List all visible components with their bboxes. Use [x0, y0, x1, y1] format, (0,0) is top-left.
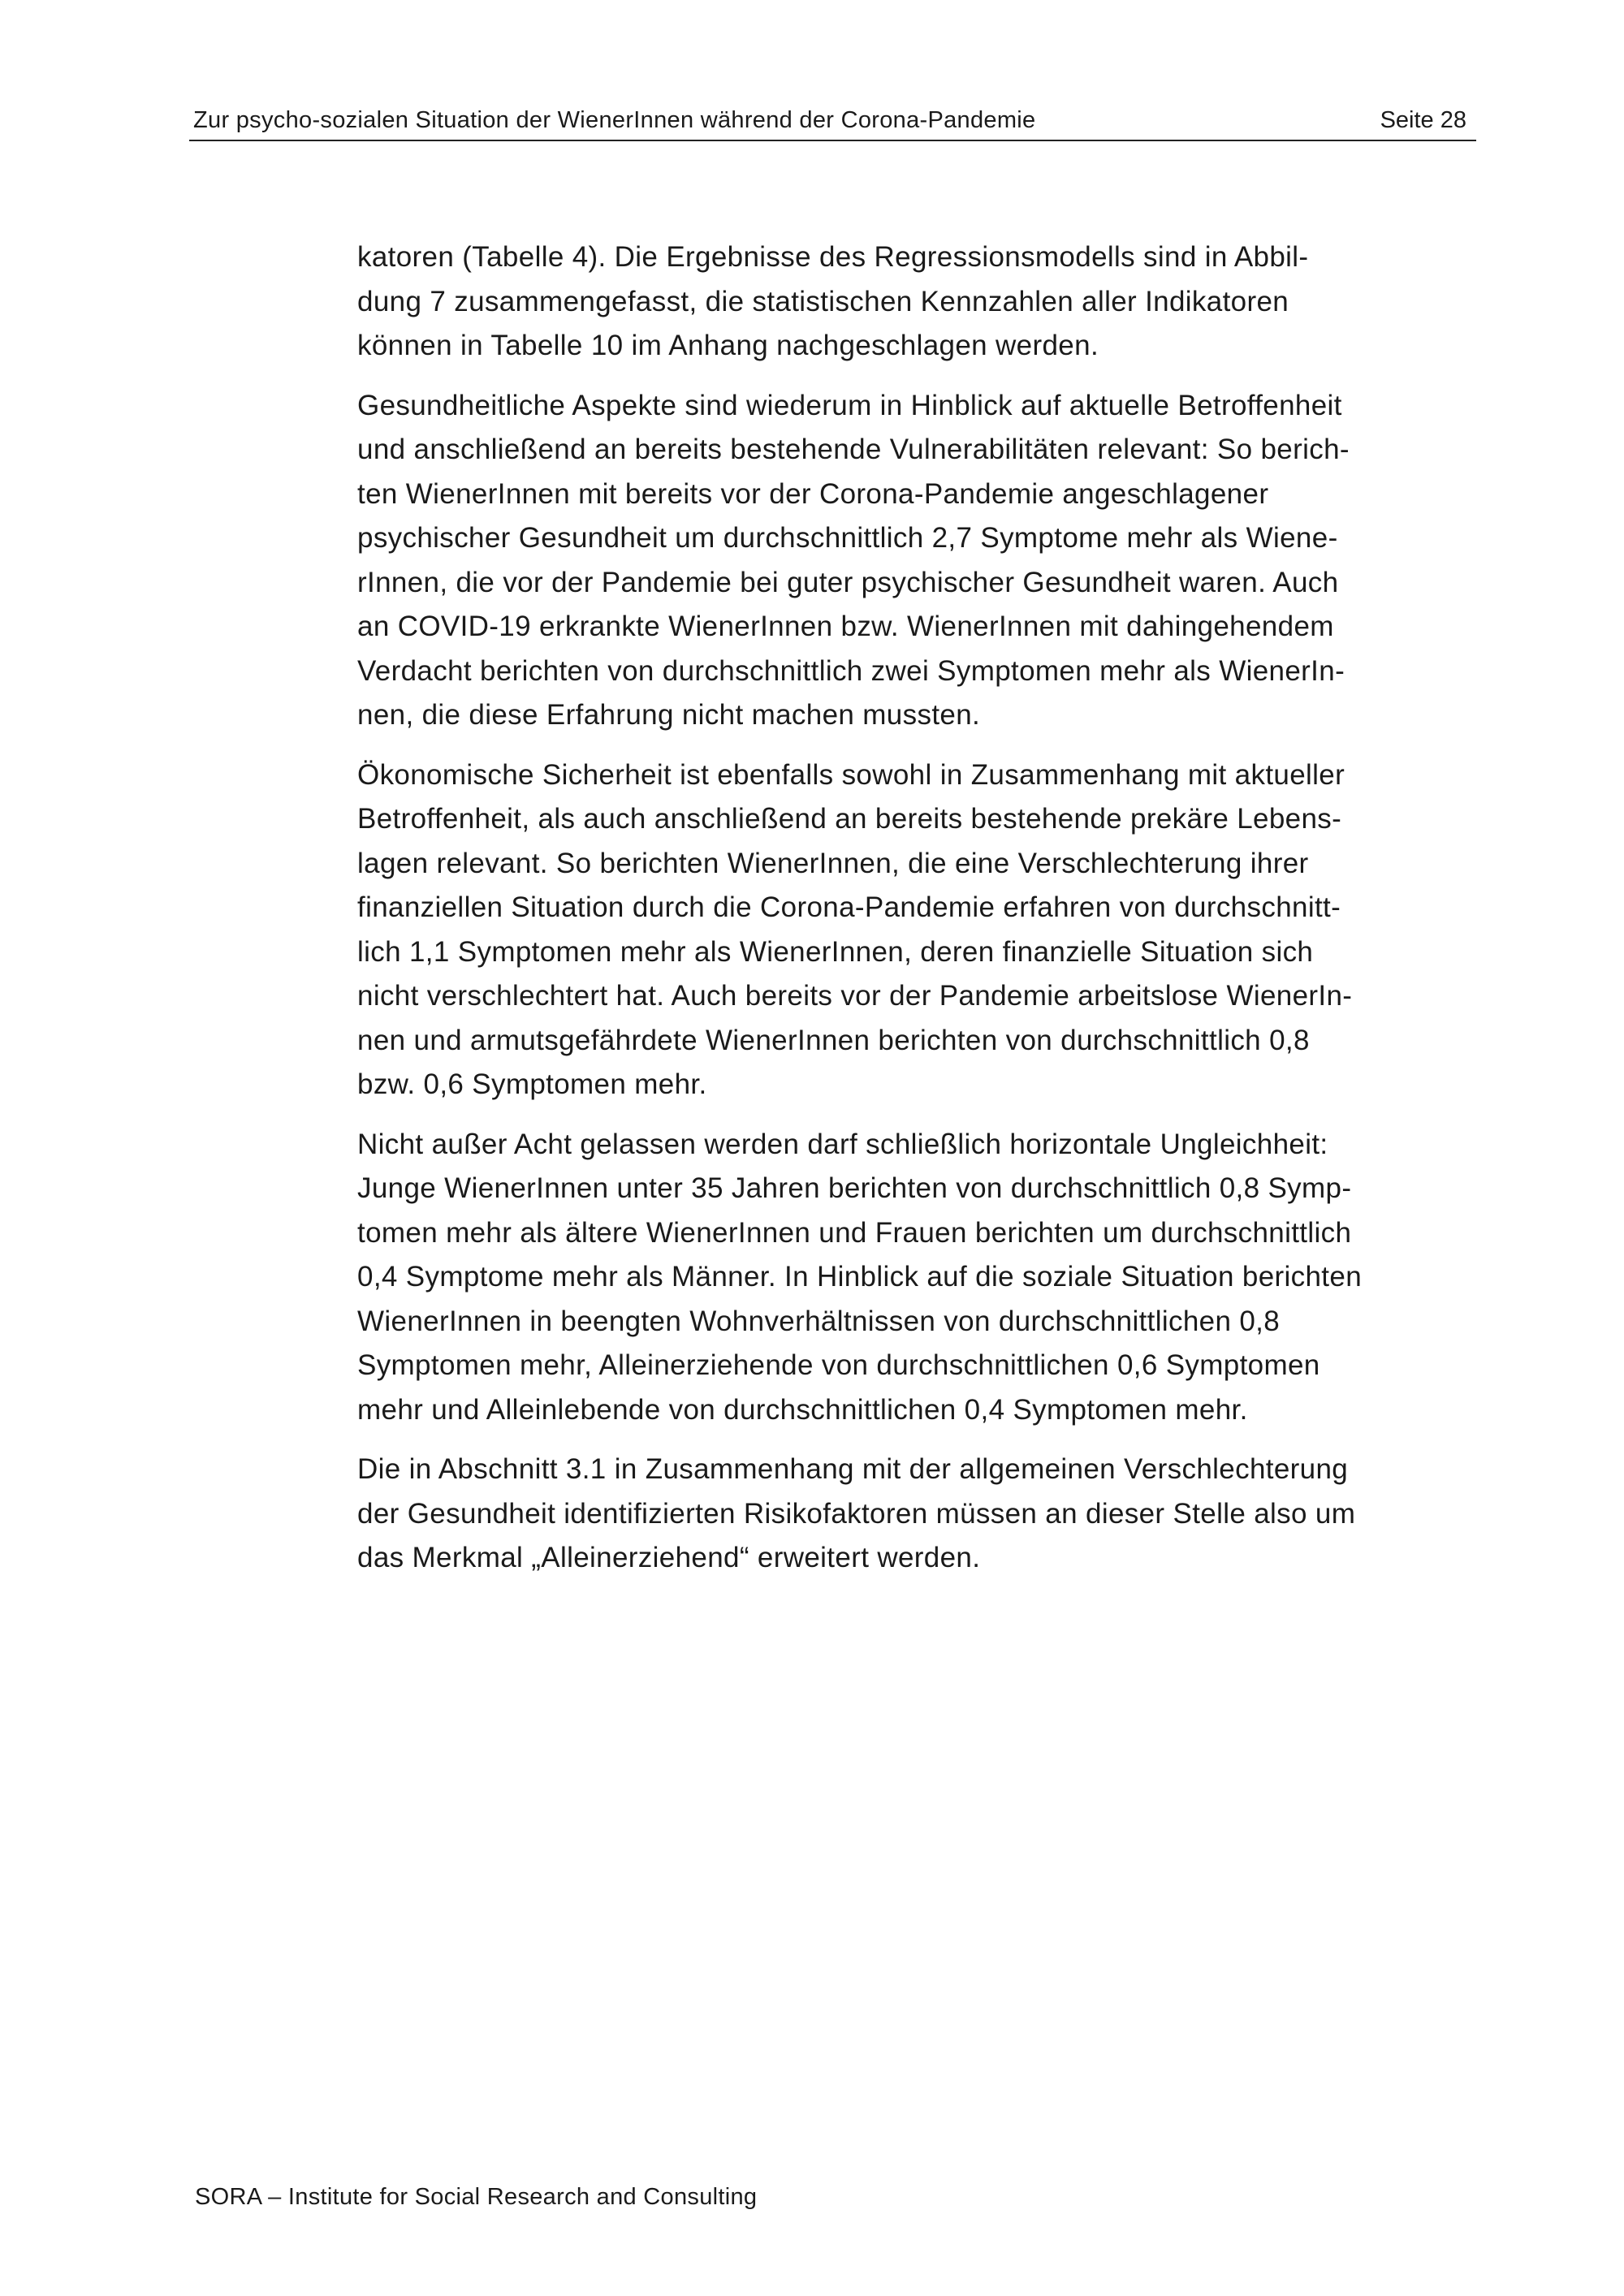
text-line: katoren (Tabelle 4). Die Ergebnisse des Regressionsmodells sind in Abbil-: [357, 241, 1309, 273]
text-line: lagen relevant. So berichten WienerInnen, die eine Verschlechterung ihrer: [357, 847, 1309, 879]
page-number: Seite 28: [1380, 107, 1466, 133]
text-line: Gesundheitliche Aspekte sind wiederum in Hinblick auf aktuelle Betroffenheit: [357, 389, 1342, 421]
text-line: Verdacht berichten von durchschnittlich zwei Symptomen mehr als WienerIn-: [357, 654, 1345, 687]
text-line: der Gesundheit identifizierten Risikofaktoren müssen an dieser Stelle also um: [357, 1497, 1356, 1530]
text-line: dung 7 zusammengefasst, die statistischen Kennzahlen aller Indikatoren: [357, 285, 1289, 317]
text-line: mehr und Alleinlebende von durchschnittlichen 0,4 Symptomen mehr.: [357, 1393, 1248, 1426]
text-line: Nicht außer Acht gelassen werden darf schließlich horizontale Ungleichheit:: [357, 1128, 1328, 1160]
text-line: Die in Abschnitt 3.1 in Zusammenhang mit der allgemeinen Verschlechterung: [357, 1453, 1349, 1485]
text-line: nicht verschlechtert hat. Auch bereits vor der Pandemie arbeitslose WienerIn-: [357, 980, 1353, 1012]
text-line: 0,4 Symptome mehr als Männer. In Hinblick auf die soziale Situation berichten: [357, 1261, 1363, 1293]
text-line: WienerInnen in beengten Wohnverhältnissen von durchschnittlichen 0,8: [357, 1305, 1281, 1337]
text-line: Betroffenheit, als auch anschließend an bereits bestehende prekäre Lebens-: [357, 803, 1342, 835]
main-text: [357, 235, 1478, 1596]
page-footer: SORA – Institute for Social Research and Consulting: [195, 2184, 758, 2210]
text-line: und anschließend an bereits bestehende Vulnerabilitäten relevant: So berich-: [357, 434, 1350, 465]
text-line: Symptomen mehr, Alleinerziehende von durchschnittlichen 0,6 Symptomen: [357, 1349, 1320, 1381]
text-line: finanziellen Situation durch die Corona-Pandemie erfahren von durchschnitt-: [357, 891, 1341, 923]
body-paragraph: [357, 753, 1478, 1107]
text-line: Junge WienerInnen unter 35 Jahren berichten von durchschnittlich 0,8 Symp-: [357, 1172, 1352, 1204]
text-line: rInnen, die vor der Pandemie bei guter psychischer Gesundheit waren. Auch: [357, 566, 1339, 598]
text-line: tomen mehr als ältere WienerInnen und Frauen berichten um durchschnittlich: [357, 1216, 1352, 1249]
text-line: nen, die diese Erfahrung nicht machen mussten.: [357, 699, 981, 731]
text-line: lich 1,1 Symptomen mehr als WienerInnen, deren finanzielle Situation sich: [357, 935, 1314, 968]
text-line: an COVID-19 erkrankte WienerInnen bzw. WienerInnen mit dahingehendem: [357, 611, 1334, 642]
body-paragraph: [357, 384, 1478, 738]
text-line: bzw. 0,6 Symptomen mehr.: [357, 1068, 707, 1100]
body-paragraph: [357, 1123, 1478, 1433]
text-line: das Merkmal „Alleinerziehend“ erweitert werden.: [357, 1542, 981, 1573]
body-paragraph: [357, 235, 1478, 369]
text-line: ten WienerInnen mit bereits vor der Corona-Pandemie angeschlagener: [357, 477, 1269, 510]
body-paragraph: [357, 1448, 1478, 1581]
page-header: [189, 101, 1476, 141]
header-title: Zur psycho-sozialen Situation der WienerInnen während der Corona-Pandemie: [193, 107, 1036, 133]
text-line: Ökonomische Sicherheit ist ebenfalls sowohl in Zusammenhang mit aktueller: [357, 758, 1345, 791]
text-line: psychischer Gesundheit um durchschnittlich 2,7 Symptome mehr als Wiene-: [357, 522, 1338, 554]
text-line: nen und armutsgefährdete WienerInnen berichten von durchschnittlich 0,8: [357, 1024, 1310, 1056]
text-line: können in Tabelle 10 im Anhang nachgeschlagen werden.: [357, 330, 1099, 361]
